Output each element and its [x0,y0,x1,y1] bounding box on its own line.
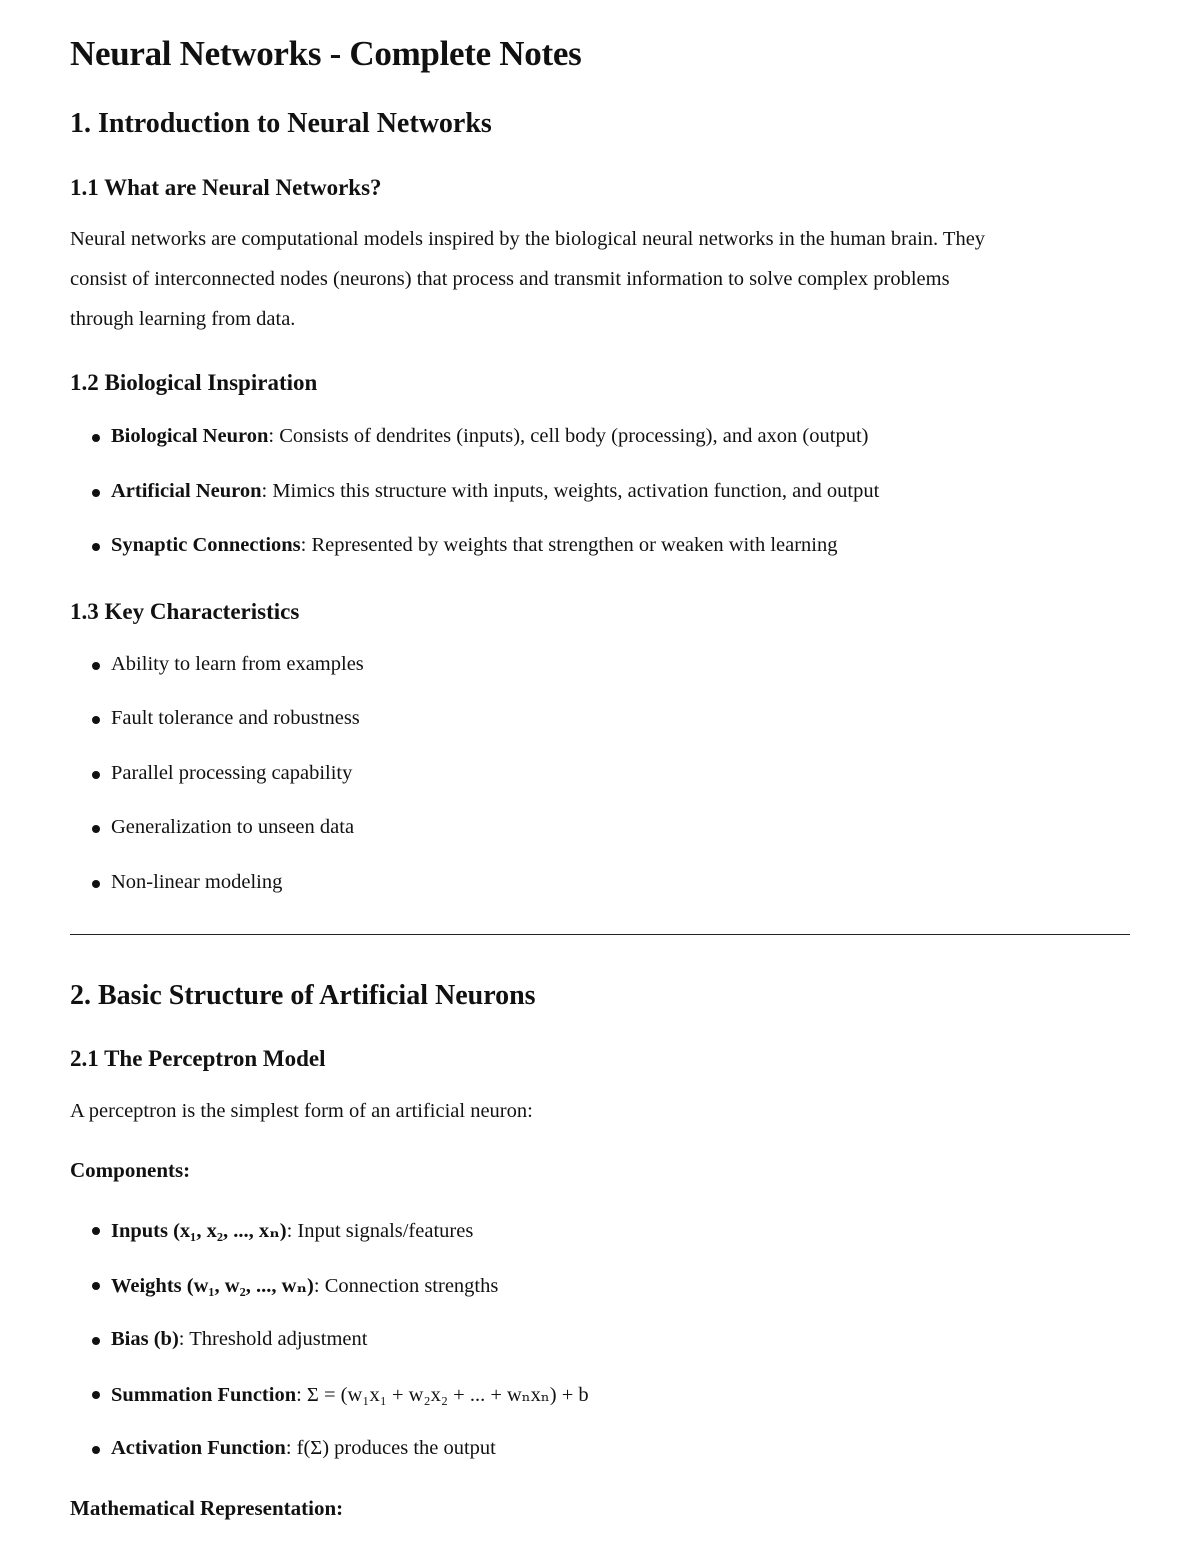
paragraph-line: Neural networks are computational models inspired by the biological neural networks in the human brain. They [70,228,986,250]
list-item-term: Weights (w₁, w₂, ..., wₙ) [111,1275,314,1297]
list-item-term: Bias (b) [111,1328,179,1350]
subsection-1-2-heading: 1.2 Biological Inspiration [70,370,318,395]
bullet-icon [92,489,100,497]
section-2-heading: 2. Basic Structure of Artificial Neurons [70,980,536,1011]
list-item-term: Synaptic Connections [111,534,301,556]
perceptron-intro: A perceptron is the simplest form of an artificial neuron: [70,1100,533,1122]
bullet-icon [92,880,100,888]
list-item-text: Ability to learn from examples [111,653,364,675]
list-item [111,1218,473,1243]
bullet-icon [92,825,100,833]
bullet-icon [92,662,100,670]
list-item [111,1437,496,1460]
list-item-text: Non-linear modeling [111,871,283,893]
bullet-icon [92,1282,100,1290]
subsection-1-3-heading: 1.3 Key Characteristics [70,599,300,624]
list-item [111,425,868,448]
bullet-icon [92,1391,100,1399]
bullet-icon [92,434,100,442]
list-item-text: : Consists of dendrites (inputs), cell body (processing), and axon (output) [268,425,869,447]
list-item-text: : Σ = (w₁x₁ + w₂x₂ + ... + wₙxₙ) + b [296,1384,589,1406]
list-item [111,871,282,894]
bullet-icon [92,1446,100,1454]
subsection-1-1-paragraph [70,219,985,339]
section-1-heading: 1. Introduction to Neural Networks [70,108,492,139]
paragraph-line: consist of interconnected nodes (neurons) that process and transmit information to solve complex problems [70,268,950,290]
list-item [111,707,360,730]
list-item-term: Summation Function [111,1384,297,1406]
page-title: Neural Networks - Complete Notes [70,34,582,73]
components-label: Components: [70,1158,191,1182]
bullet-icon [92,543,100,551]
list-item-term: Inputs (x₁, x₂, ..., xₙ) [111,1220,287,1242]
list-item-term: Artificial Neuron [111,480,262,502]
list-item [111,816,354,839]
bullet-icon [92,1337,100,1345]
list-item-text: Parallel processing capability [111,762,353,784]
list-item [111,653,364,676]
math-representation-label: Mathematical Representation: [70,1496,344,1520]
list-item [111,762,352,785]
list-item-text: Generalization to unseen data [111,816,355,838]
list-item-text: Fault tolerance and robustness [111,707,360,729]
list-item [111,1328,367,1351]
bullet-icon [92,716,100,724]
list-item-text: : Represented by weights that strengthen or weaken with learning [300,534,838,556]
section-divider [70,934,1130,935]
list-item-text: : Connection strengths [313,1275,499,1297]
list-item-text: : Mimics this structure with inputs, weights, activation function, and output [261,480,880,502]
list-item [111,534,838,557]
subsection-1-1-heading: 1.1 What are Neural Networks? [70,175,382,200]
subsection-2-1-heading: 2.1 The Perceptron Model [70,1046,326,1071]
list-item [111,480,879,503]
list-item [111,1382,589,1407]
list-item-term: Activation Function [111,1437,286,1459]
bullet-icon [92,1227,100,1235]
list-item-term: Biological Neuron [111,425,269,447]
paragraph-line: through learning from data. [70,308,296,330]
list-item-text: : Threshold adjustment [178,1328,368,1350]
list-item-text: : Input signals/features [286,1220,474,1242]
list-item-text: : f(Σ) produces the output [285,1437,496,1459]
list-item [111,1273,498,1298]
bullet-icon [92,771,100,779]
